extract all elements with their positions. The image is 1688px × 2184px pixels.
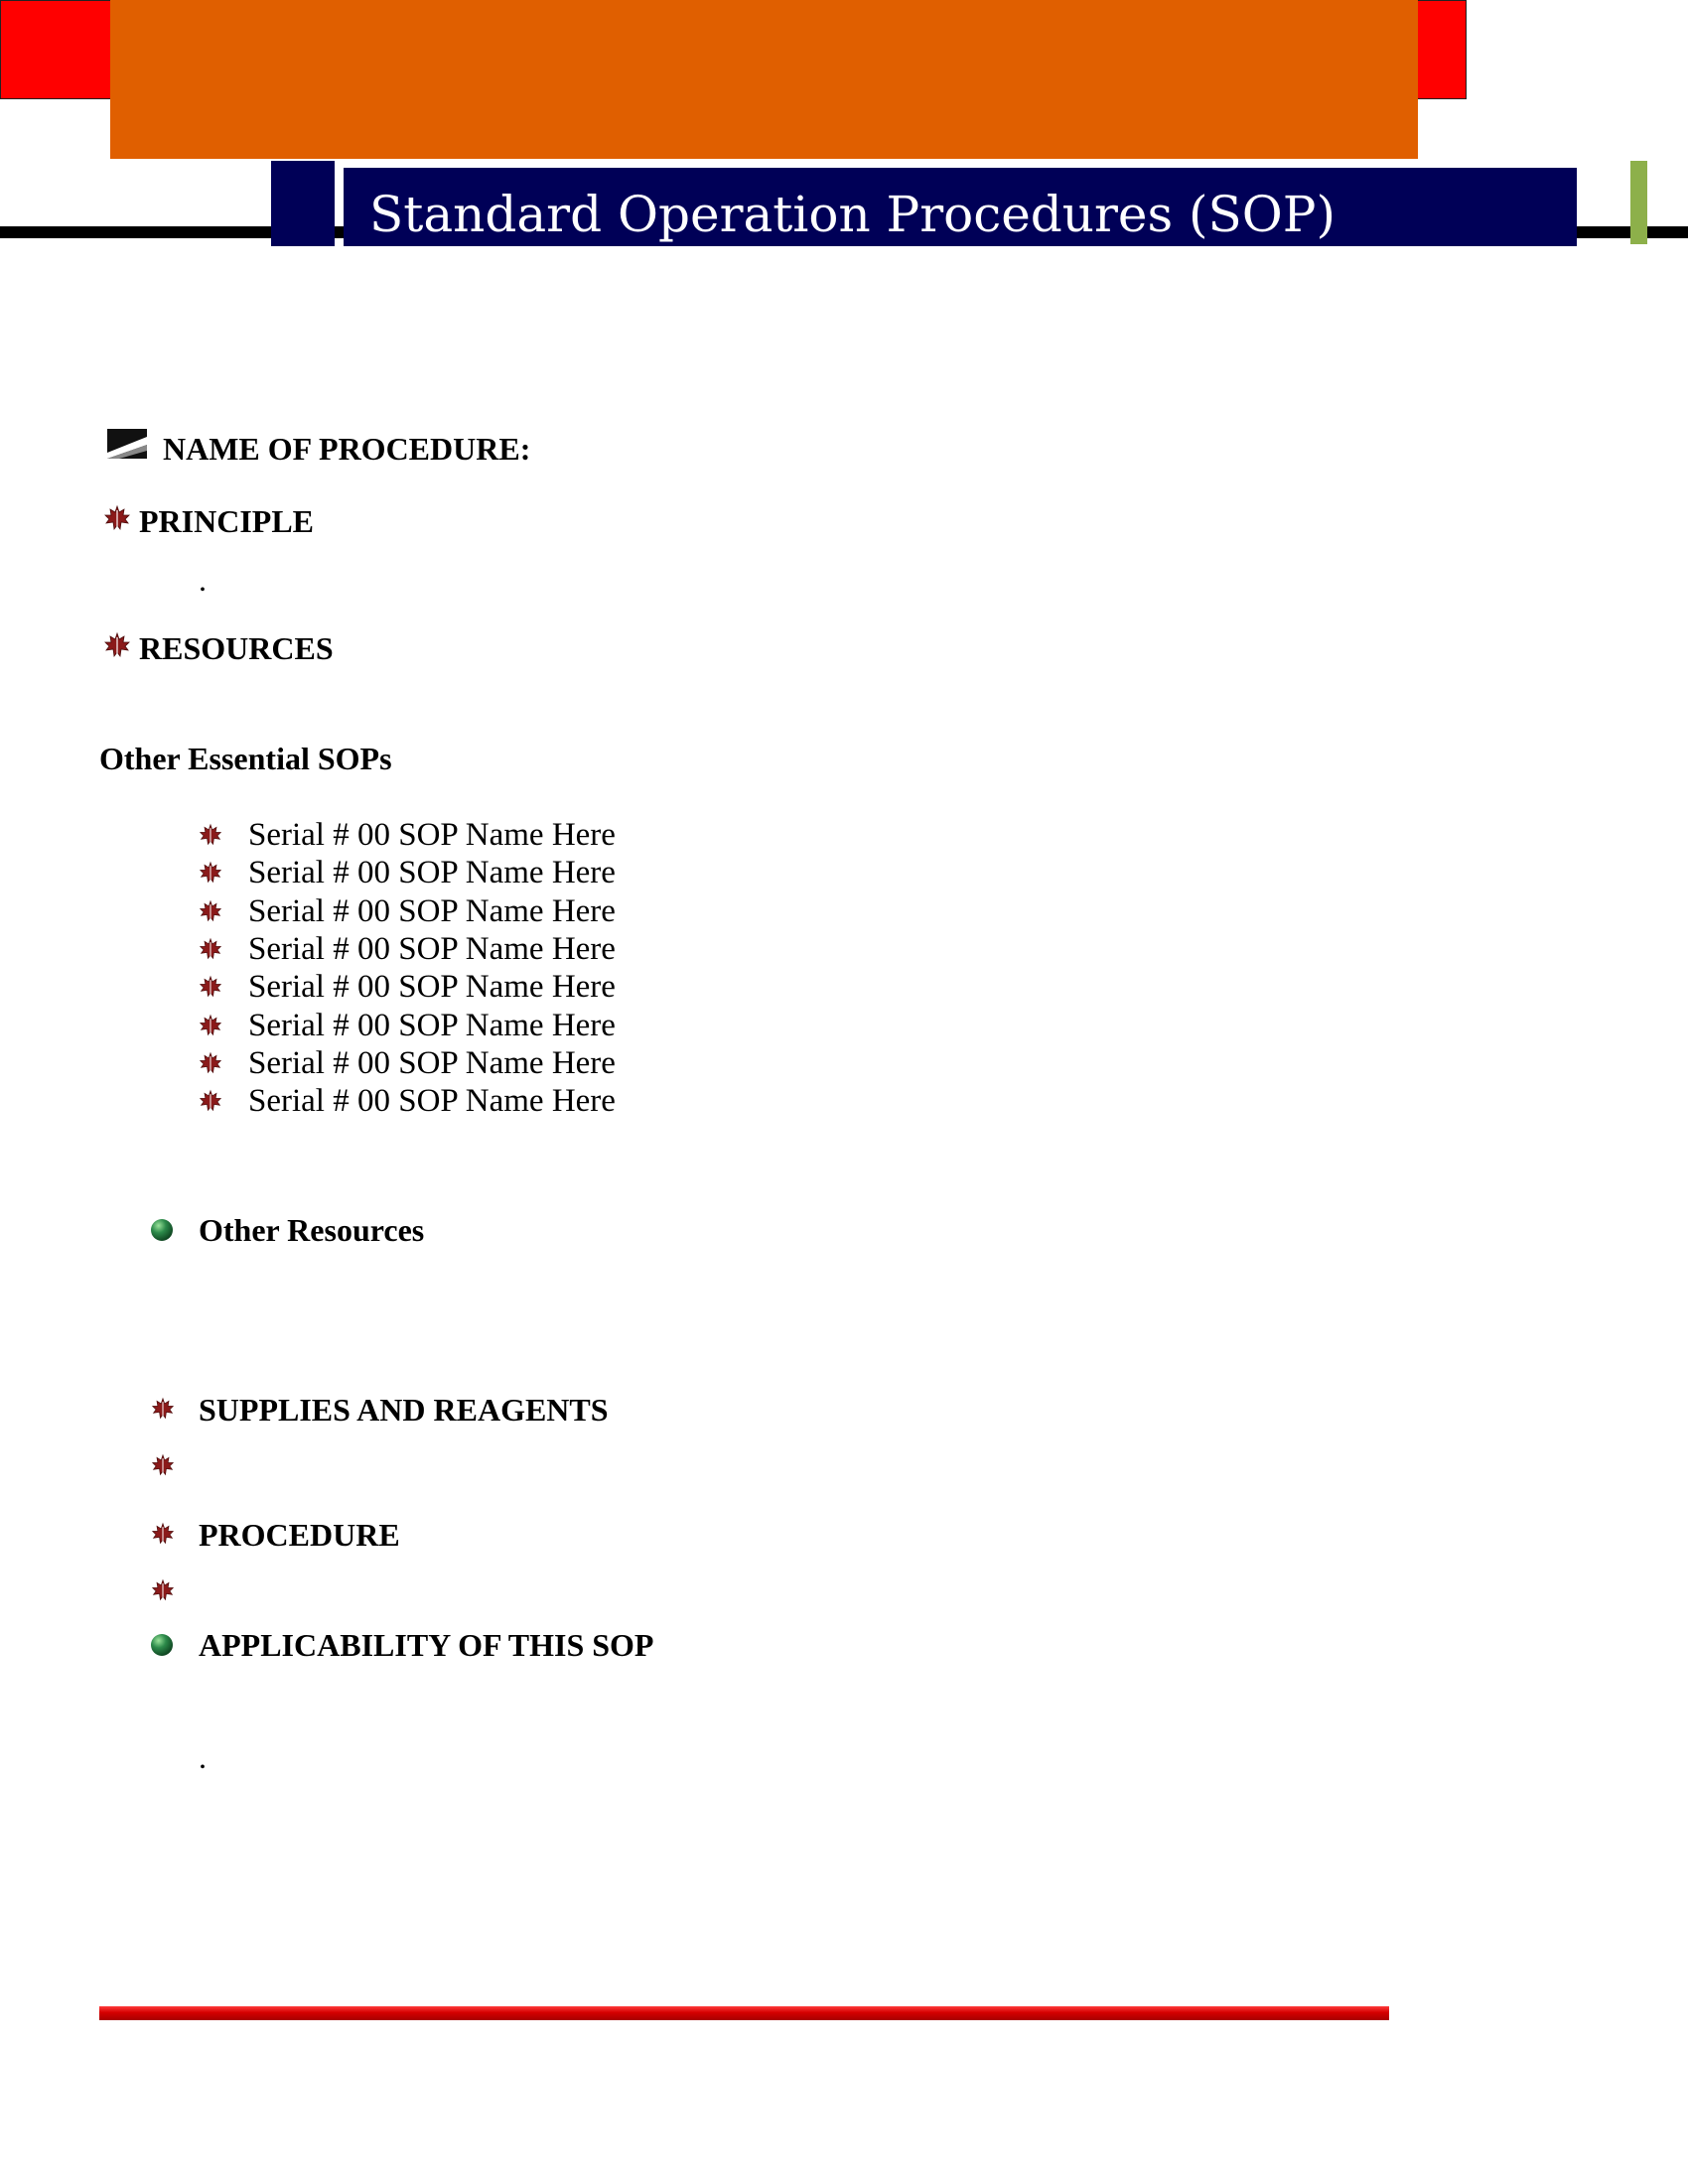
maple-leaf-icon bbox=[199, 1051, 222, 1075]
sop-list-item: Serial # 00 SOP Name Here bbox=[248, 855, 616, 891]
maple-leaf-icon bbox=[103, 631, 131, 659]
maple-leaf-icon bbox=[151, 1522, 175, 1546]
sop-list-item: Serial # 00 SOP Name Here bbox=[248, 817, 616, 854]
other-essential-sops-heading: Other Essential SOPs bbox=[99, 741, 392, 776]
page-title: Standard Operation Procedures (SOP) bbox=[369, 186, 1336, 243]
stripe-icon bbox=[107, 429, 147, 459]
other-resources-heading: Other Resources bbox=[199, 1212, 425, 1248]
name-of-procedure-heading: NAME OF PROCEDURE: bbox=[163, 431, 531, 467]
applicability-heading: APPLICABILITY OF THIS SOP bbox=[199, 1627, 654, 1663]
resources-heading: RESOURCES bbox=[139, 630, 334, 666]
header-green-accent bbox=[1630, 161, 1647, 244]
list-item bbox=[199, 892, 616, 930]
principle-heading: PRINCIPLE bbox=[139, 503, 315, 539]
maple-leaf-icon bbox=[199, 937, 222, 961]
sop-list-item: Serial # 00 SOP Name Here bbox=[248, 931, 616, 968]
procedure-heading: PROCEDURE bbox=[199, 1517, 400, 1553]
sop-list-item: Serial # 00 SOP Name Here bbox=[248, 1083, 616, 1120]
sop-list-item: Serial # 00 SOP Name Here bbox=[248, 1044, 616, 1081]
footer-rule bbox=[99, 2006, 1389, 2020]
principle-placeholder: . bbox=[199, 562, 207, 598]
list-item bbox=[199, 930, 616, 968]
sop-list-item: Serial # 00 SOP Name Here bbox=[248, 1007, 616, 1043]
green-ball-icon bbox=[151, 1634, 173, 1656]
header-orange-block bbox=[110, 0, 1418, 159]
list-item bbox=[199, 854, 616, 891]
sop-list-item: Serial # 00 SOP Name Here bbox=[248, 892, 616, 929]
maple-leaf-icon bbox=[103, 504, 131, 532]
list-item bbox=[199, 968, 616, 1006]
header-navy-accent bbox=[271, 161, 335, 246]
list-item bbox=[199, 1044, 616, 1082]
list-item bbox=[199, 1082, 616, 1120]
maple-leaf-icon bbox=[199, 975, 222, 999]
maple-leaf-icon bbox=[151, 1397, 175, 1421]
sop-list bbox=[199, 816, 616, 1120]
sop-list-item: Serial # 00 SOP Name Here bbox=[248, 969, 616, 1006]
list-item bbox=[199, 816, 616, 854]
applicability-placeholder: . bbox=[199, 1739, 207, 1775]
maple-leaf-icon bbox=[199, 1089, 222, 1113]
maple-leaf-icon bbox=[199, 1014, 222, 1037]
supplies-and-reagents-heading: SUPPLIES AND REAGENTS bbox=[199, 1392, 609, 1428]
maple-leaf-icon bbox=[199, 899, 222, 923]
list-item bbox=[199, 1006, 616, 1043]
maple-leaf-icon bbox=[151, 1453, 175, 1477]
maple-leaf-icon bbox=[199, 861, 222, 885]
maple-leaf-icon bbox=[151, 1578, 175, 1602]
green-ball-icon bbox=[151, 1219, 173, 1241]
maple-leaf-icon bbox=[199, 823, 222, 847]
